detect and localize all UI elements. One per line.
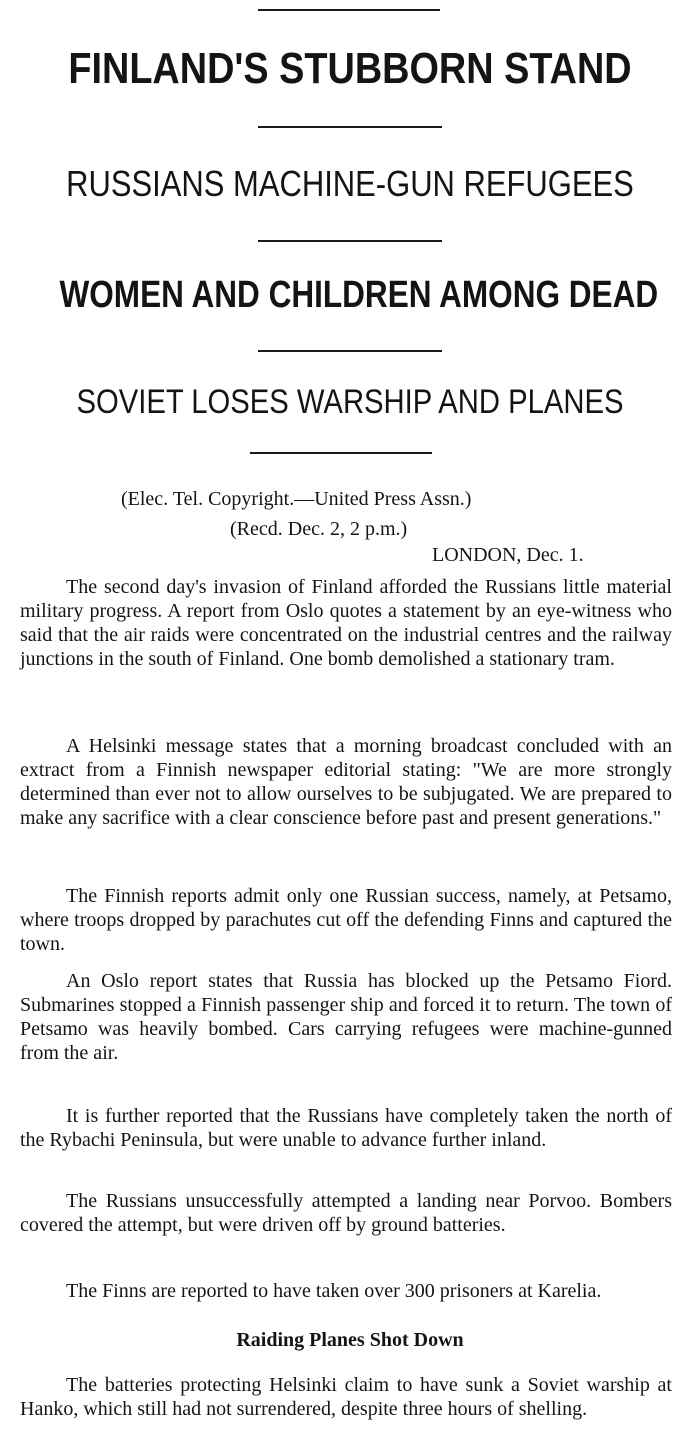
headline-main: FINLAND'S STUBBORN STAND — [68, 44, 632, 93]
section-subheading: Raiding Planes Shot Down — [236, 1329, 464, 1351]
article-paragraph-final: The batteries protecting Helsinki claim to have sunk a Soviet warship at Hanko, which still had not surrendered, despite three hours of shelling. — [20, 1374, 672, 1420]
article-paragraph-7: The Finns are reported to have taken over 300 prisoners at Karelia. — [66, 1280, 602, 1302]
article-paragraph-4: An Oslo report states that Russia has blocked up the Petsamo Fiord. Submarines stopped a Finnish passenger ship and forced it to return. The town of Petsamo was heavily bombed. Cars carrying refugees were machine-gunned from the air. — [20, 970, 672, 1064]
dateline: LONDON, Dec. 1. — [432, 544, 584, 566]
headline-sub-dead: WOMEN AND CHILDREN AMONG DEAD — [59, 274, 659, 316]
rule-after-h2 — [258, 240, 442, 242]
headline-sub-refugees: RUSSIANS MACHINE-GUN REFUGEES — [66, 163, 634, 204]
article-paragraph-1: The second day's invasion of Finland afforded the Russians little material military progress. A report from Oslo quotes a statement by an eye-witness who said that the air raids were concentrated on the industrial centres and the railway junctions in the south of Finland. One bomb demolished a stationary tram. — [20, 576, 672, 670]
article-paragraph-6: The Russians unsuccessfully attempted a landing near Porvoo. Bombers covered the attempt, but were driven off by ground batteries. — [20, 1190, 672, 1236]
rule-after-h4 — [250, 452, 432, 454]
copyright-credit: (Elec. Tel. Copyright.—United Press Assn.) — [121, 488, 472, 510]
article-paragraph-5: It is further reported that the Russians have completely taken the north of the Rybachi Peninsula, but were unable to advance further inland. — [20, 1105, 672, 1151]
article-paragraph-2: A Helsinki message states that a morning broadcast concluded with an extract from a Finnish newspaper editorial stating: "We are more strongly determined than ever not to allow ourselves to be subjugated. We are prepared to make any sacrifice with a clear conscience before past and present generations." — [20, 735, 672, 829]
rule-after-h1 — [258, 126, 442, 128]
rule-after-h3 — [258, 350, 442, 352]
headline-sub-warship: SOVIET LOSES WARSHIP AND PLANES — [76, 383, 624, 421]
received-credit: (Recd. Dec. 2, 2 p.m.) — [230, 518, 408, 540]
rule-top — [258, 9, 440, 11]
article-paragraph-3: The Finnish reports admit only one Russian success, namely, at Petsamo, where troops dropped by parachutes cut off the defending Finns and captured the town. — [20, 885, 672, 955]
